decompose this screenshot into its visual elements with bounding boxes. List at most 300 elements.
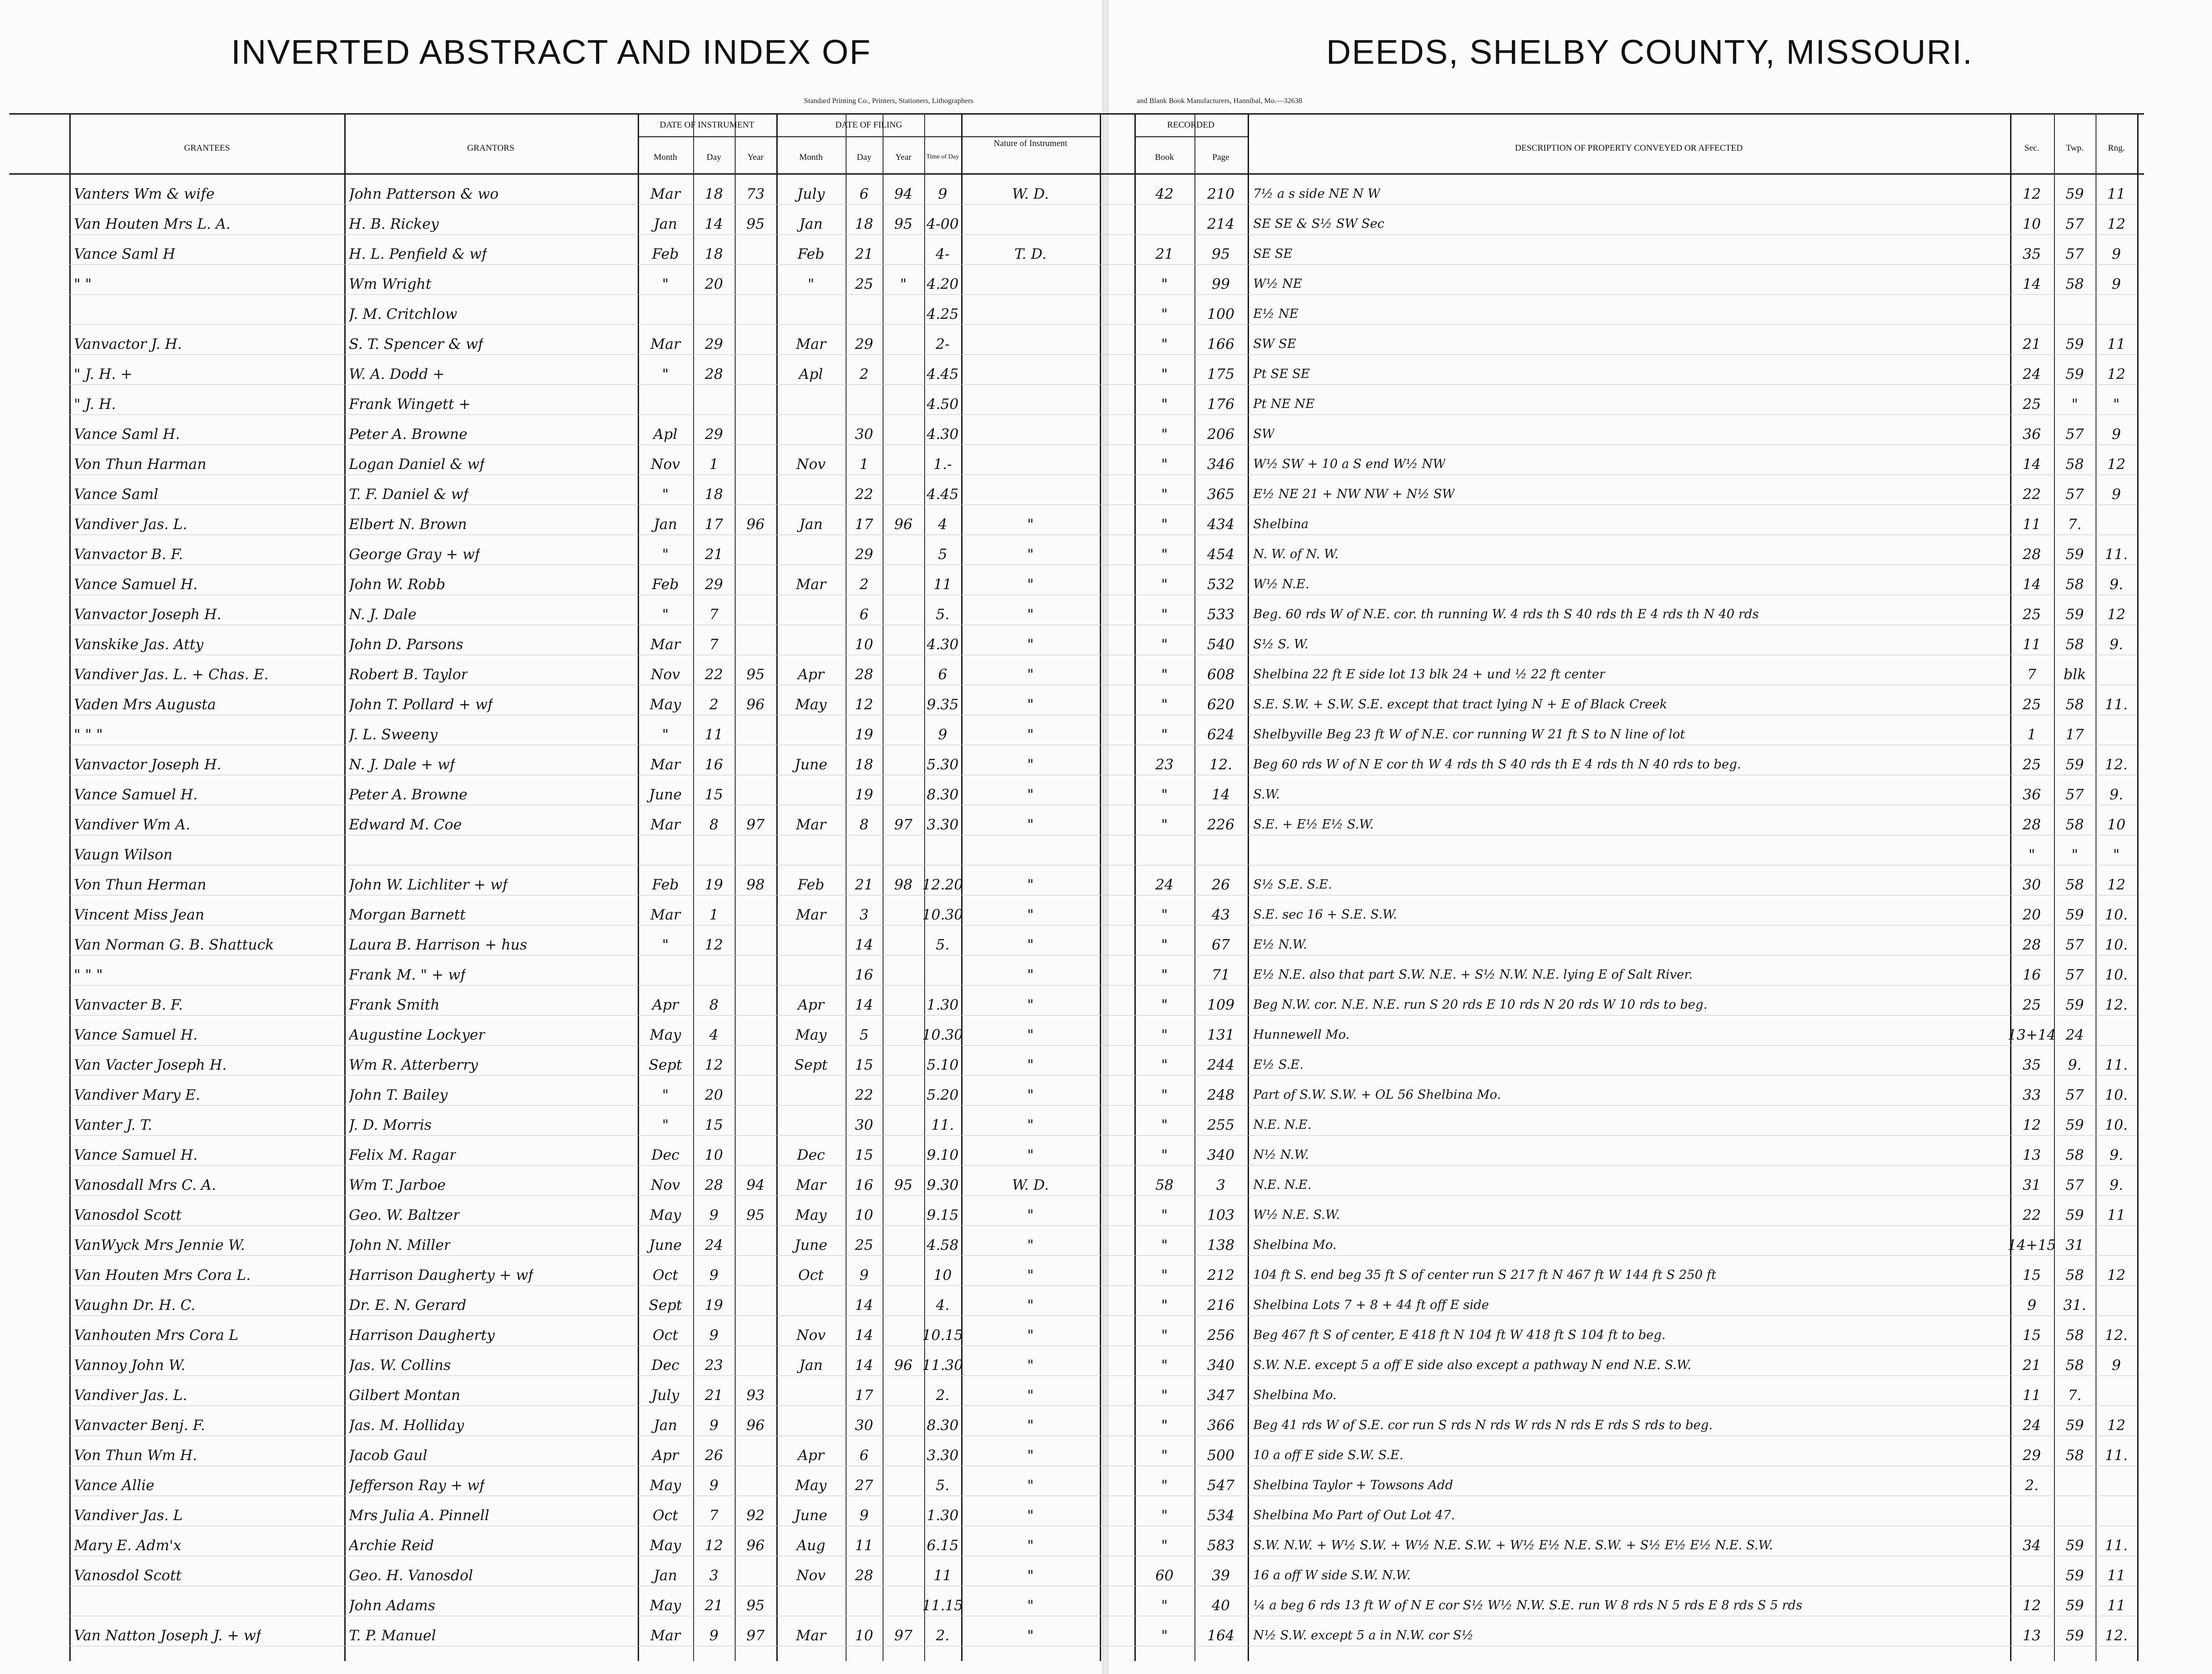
entry-grantor: Dr. E. N. Gerard xyxy=(349,1297,467,1314)
col-date-instrument: DATE OF INSTRUMENT xyxy=(659,120,755,130)
entry-nat: " xyxy=(1027,816,1034,833)
entry-fy: 98 xyxy=(894,877,913,893)
entry-grantee: " J. H. + xyxy=(74,366,133,383)
entry-im: Nov xyxy=(651,666,680,683)
entry-fm: June xyxy=(794,1237,828,1254)
entry-ft: 5.30 xyxy=(926,756,959,773)
row-rule xyxy=(69,204,2137,205)
entry-pg: 340 xyxy=(1207,1357,1235,1374)
entry-bk: " xyxy=(1161,516,1168,533)
rule xyxy=(883,113,884,1661)
entry-pg: 500 xyxy=(1207,1447,1235,1464)
entry-fm: July xyxy=(797,186,825,202)
entry-grantor: Archie Reid xyxy=(349,1537,434,1554)
entry-sec: 14+15 xyxy=(2007,1237,2056,1254)
entry-rng: 9 xyxy=(2112,486,2121,503)
book-gutter xyxy=(1102,0,1109,1674)
entry-sec: 14 xyxy=(2023,276,2041,292)
entry-grantor: N. J. Dale xyxy=(349,606,417,623)
entry-ft: 3.30 xyxy=(926,1447,959,1464)
entry-bk: " xyxy=(1161,997,1168,1013)
entry-id: 29 xyxy=(705,426,723,443)
entry-grantee: Vaugn Wilson xyxy=(74,846,173,863)
entry-ft: 4 xyxy=(938,516,947,533)
rule xyxy=(776,113,778,1661)
entry-fy: 97 xyxy=(894,1627,913,1644)
entry-rng: 10 xyxy=(2107,816,2126,833)
entry-ft: 5 xyxy=(938,546,947,563)
entry-im: " xyxy=(662,366,669,383)
entry-grantee: Vance Saml xyxy=(74,486,158,503)
entry-twp: 7. xyxy=(2068,1387,2082,1404)
entry-pg: 138 xyxy=(1207,1237,1235,1254)
entry-nat: " xyxy=(1027,1117,1034,1133)
entry-rng: 12 xyxy=(2107,1417,2126,1434)
entry-grantor: H. B. Rickey xyxy=(349,216,439,232)
entry-desc: SW xyxy=(1253,427,1275,441)
rule xyxy=(344,113,346,1661)
col-inst-month: Month xyxy=(653,152,677,162)
entry-bk: " xyxy=(1161,1117,1168,1133)
entry-twp: 57 xyxy=(2066,486,2084,503)
entry-im: " xyxy=(662,546,669,563)
entry-rng: 9. xyxy=(2109,1177,2123,1193)
row-rule xyxy=(69,1285,2137,1286)
col-inst-day: Day xyxy=(707,152,721,162)
col-time-of-day: Time of Day xyxy=(926,153,959,160)
entry-nat: " xyxy=(1027,1027,1034,1043)
rule xyxy=(846,113,847,1661)
entry-fd: 29 xyxy=(855,546,873,563)
entry-fd: 28 xyxy=(855,666,873,683)
entry-sec: 21 xyxy=(2023,336,2041,353)
entry-nat: " xyxy=(1027,1627,1034,1644)
entry-pg: 175 xyxy=(1207,366,1235,383)
entry-fy: 96 xyxy=(894,1357,913,1374)
entry-nat: " xyxy=(1027,606,1034,623)
entry-im: Feb xyxy=(652,576,679,593)
entry-grantor: H. L. Penfield & wf xyxy=(349,246,487,262)
entry-nat: " xyxy=(1027,1357,1034,1374)
entry-sec: 13+14 xyxy=(2007,1027,2056,1043)
entry-im: " xyxy=(662,276,669,292)
entry-rng: 11 xyxy=(2107,1597,2126,1614)
entry-fm: Mar xyxy=(796,1627,826,1644)
entry-nat: " xyxy=(1027,786,1034,803)
entry-bk: " xyxy=(1161,1057,1168,1073)
entry-rng: 11 xyxy=(2107,336,2126,353)
entry-ft: 9.30 xyxy=(926,1177,959,1193)
entry-ft: 11 xyxy=(933,576,952,593)
entry-grantor: Laura B. Harrison + hus xyxy=(349,937,527,953)
entry-ft: 5.10 xyxy=(926,1057,959,1073)
row-rule xyxy=(69,955,2137,956)
entry-im: Nov xyxy=(651,456,680,473)
entry-grantee: Mary E. Adm'x xyxy=(74,1537,182,1554)
entry-desc: W½ N.E. S.W. xyxy=(1253,1208,1340,1222)
entry-sec: 35 xyxy=(2023,246,2041,262)
entry-ft: 6.15 xyxy=(926,1537,959,1554)
entry-grantee: Van Norman G. B. Shattuck xyxy=(74,937,274,953)
entry-ft: 5. xyxy=(936,1477,950,1494)
entry-grantor: John N. Miller xyxy=(349,1237,451,1254)
entry-grantee: " J. H. xyxy=(74,396,116,413)
entry-twp: 31. xyxy=(2063,1297,2086,1314)
entry-twp: 59 xyxy=(2066,1627,2084,1644)
entry-grantor: Peter A. Browne xyxy=(349,786,468,803)
entry-grantor: Harrison Daugherty xyxy=(349,1327,495,1344)
entry-ft: 10.30 xyxy=(922,907,963,923)
entry-fd: 19 xyxy=(855,786,873,803)
entry-sec: 25 xyxy=(2023,997,2041,1013)
entry-grantee: Vance Saml H. xyxy=(74,426,180,443)
entry-id: 18 xyxy=(705,186,723,202)
entry-id: 18 xyxy=(705,246,723,262)
entry-twp: 59 xyxy=(2066,1117,2084,1133)
entry-id: 16 xyxy=(705,756,723,773)
entry-desc: SE SE xyxy=(1253,247,1292,261)
row-rule xyxy=(69,444,2137,445)
entry-fm: Nov xyxy=(796,1567,826,1584)
entry-twp: 31 xyxy=(2066,1237,2084,1254)
entry-rng: 11. xyxy=(2105,1447,2128,1464)
entry-grantee: Vaden Mrs Augusta xyxy=(74,696,216,713)
entry-desc: Beg. 60 rds W of N.E. cor. th running W. 4 rds th S 40 rds th E 4 rds th N 40 rds xyxy=(1253,607,1759,621)
entry-fd: 18 xyxy=(855,216,873,232)
entry-desc: Beg 60 rds W of N E cor th W 4 rds th S 40 rds th E 4 rds th N 40 rds to beg. xyxy=(1253,757,1741,772)
entry-pg: 434 xyxy=(1207,516,1235,533)
entry-nat: " xyxy=(1027,937,1034,953)
entry-fd: 25 xyxy=(855,276,873,292)
entry-fd: 9 xyxy=(859,1267,869,1284)
entry-grantor: T. F. Daniel & wf xyxy=(349,486,469,503)
entry-fd: 6 xyxy=(859,606,869,623)
entry-grantor: Jacob Gaul xyxy=(349,1447,427,1464)
entry-fm: Jan xyxy=(799,216,823,232)
entry-im: Mar xyxy=(650,1627,681,1644)
entry-grantor: Robert B. Taylor xyxy=(349,666,468,683)
entry-grantee: Von Thun Wm H. xyxy=(74,1447,197,1464)
col-twp: Twp. xyxy=(2066,143,2084,153)
entry-pg: 166 xyxy=(1207,336,1235,353)
recorded-subheader-rule xyxy=(1134,136,1248,137)
entry-ft: 4-00 xyxy=(926,216,959,232)
entry-sec: 36 xyxy=(2023,426,2041,443)
entry-pg: 14 xyxy=(1212,786,1230,803)
entry-bk: " xyxy=(1161,1147,1168,1163)
row-rule xyxy=(69,1315,2137,1316)
entry-twp: 59 xyxy=(2066,1537,2084,1554)
entry-sec: 35 xyxy=(2023,1057,2041,1073)
entry-fy: 95 xyxy=(894,216,913,232)
entry-id: 9 xyxy=(709,1417,719,1434)
entry-sec: 11 xyxy=(2023,636,2041,653)
entry-im: Mar xyxy=(650,186,681,202)
entry-sec: 21 xyxy=(2023,1357,2041,1374)
entry-fd: 30 xyxy=(855,426,873,443)
entry-iy: 95 xyxy=(746,666,765,683)
entry-pg: 206 xyxy=(1207,426,1235,443)
entry-pg: 532 xyxy=(1207,576,1235,593)
entry-rng: 9 xyxy=(2112,246,2121,262)
entry-desc: Pt NE NE xyxy=(1253,397,1315,411)
col-file-year: Year xyxy=(895,152,912,162)
entry-iy: 96 xyxy=(746,516,765,533)
entry-fm: Apl xyxy=(798,366,823,383)
entry-iy: 96 xyxy=(746,1537,765,1554)
entry-grantor: Frank Smith xyxy=(349,997,440,1013)
entry-desc: S.E. + E½ E½ S.W. xyxy=(1253,817,1374,832)
entry-iy: 95 xyxy=(746,1597,765,1614)
entry-ft: 11.30 xyxy=(922,1357,963,1374)
entry-ft: 4.20 xyxy=(926,276,959,292)
entry-sec: 15 xyxy=(2023,1267,2041,1284)
entry-desc: S.W. N.E. except 5 a off E side also except a pathway N end N.E. S.W. xyxy=(1253,1358,1692,1372)
entry-grantee: Vaughn Dr. H. C. xyxy=(74,1297,195,1314)
rule xyxy=(2137,113,2139,1661)
entry-pg: 109 xyxy=(1207,997,1235,1013)
entry-pg: 226 xyxy=(1207,816,1235,833)
entry-nat: " xyxy=(1027,1267,1034,1284)
entry-pg: 103 xyxy=(1207,1207,1235,1224)
entry-rng: 10. xyxy=(2105,967,2128,983)
entry-nat: " xyxy=(1027,1147,1034,1163)
entry-sec: 22 xyxy=(2023,486,2041,503)
entry-im: Mar xyxy=(650,756,681,773)
entry-grantee: Vanskike Jas. Atty xyxy=(74,636,204,653)
rule xyxy=(638,113,639,1661)
entry-pg: 216 xyxy=(1207,1297,1235,1314)
entry-id: 23 xyxy=(705,1357,723,1374)
entry-sec: 12 xyxy=(2023,186,2041,202)
entry-pg: 210 xyxy=(1207,186,1235,202)
entry-sec: 15 xyxy=(2023,1327,2041,1344)
entry-rng: 12. xyxy=(2105,756,2128,773)
entry-grantor: Peter A. Browne xyxy=(349,426,468,443)
entry-pg: 256 xyxy=(1207,1327,1235,1344)
entry-bk: " xyxy=(1161,1237,1168,1254)
entry-grantee: Vanosdol Scott xyxy=(74,1207,182,1224)
entry-grantee: Van Vacter Joseph H. xyxy=(74,1057,227,1073)
entry-twp: 57 xyxy=(2066,937,2084,953)
entry-nat: " xyxy=(1027,1207,1034,1224)
entry-id: 7 xyxy=(709,606,719,623)
entry-im: Dec xyxy=(651,1147,680,1163)
left-page-title: INVERTED ABSTRACT AND INDEX OF xyxy=(231,33,871,71)
entry-fy: " xyxy=(900,276,907,292)
entry-desc: N.E. N.E. xyxy=(1253,1178,1312,1192)
entry-ft: 2. xyxy=(936,1387,950,1404)
entry-pg: 255 xyxy=(1207,1117,1235,1133)
entry-grantor: Harrison Daugherty + wf xyxy=(349,1267,534,1284)
entry-iy: 92 xyxy=(746,1507,765,1524)
entry-nat: " xyxy=(1027,1447,1034,1464)
entry-sec: 13 xyxy=(2023,1627,2041,1644)
entry-rng: 12. xyxy=(2105,997,2128,1013)
entry-bk: " xyxy=(1161,396,1168,413)
entry-grantee: Vanvactor B. F. xyxy=(74,546,183,563)
entry-nat: " xyxy=(1027,756,1034,773)
entry-ft: 4.45 xyxy=(926,486,959,503)
entry-id: 28 xyxy=(705,366,723,383)
entry-fy: 96 xyxy=(894,516,913,533)
entry-desc: E½ N.W. xyxy=(1253,937,1307,952)
entry-id: 9 xyxy=(709,1207,719,1224)
entry-grantee: Van Houten Mrs Cora L. xyxy=(74,1267,251,1284)
entry-grantor: T. P. Manuel xyxy=(349,1627,436,1644)
entry-id: 11 xyxy=(705,726,723,743)
entry-twp: 57 xyxy=(2066,1087,2084,1103)
entry-fd: 3 xyxy=(859,907,869,923)
entry-rng: 9. xyxy=(2109,636,2123,653)
entry-ft: 1.30 xyxy=(926,997,959,1013)
entry-rng: 11. xyxy=(2105,1057,2128,1073)
entry-fm: Mar xyxy=(796,907,826,923)
row-rule xyxy=(69,1015,2137,1016)
entry-bk: " xyxy=(1161,1327,1168,1344)
entry-rng: 11. xyxy=(2105,1537,2128,1554)
entry-sec: 28 xyxy=(2023,546,2041,563)
entry-iy: 95 xyxy=(746,216,765,232)
entry-desc: Pt SE SE xyxy=(1253,367,1310,381)
entry-id: 14 xyxy=(705,216,723,232)
entry-id: 7 xyxy=(709,1507,719,1524)
entry-bk: " xyxy=(1161,937,1168,953)
entry-desc: Beg N.W. cor. N.E. N.E. run S 20 rds E 10 rds N 20 rds W 10 rds to beg. xyxy=(1253,998,1707,1012)
entry-iy: 95 xyxy=(746,1207,765,1224)
entry-grantor: J. L. Sweeny xyxy=(349,726,438,743)
entry-id: 9 xyxy=(709,1627,719,1644)
entry-bk: " xyxy=(1161,1597,1168,1614)
entry-fm: Apr xyxy=(798,666,824,683)
col-book: Book xyxy=(1155,152,1174,162)
entry-grantee: Vanvactor J. H. xyxy=(74,336,182,353)
entry-fd: 14 xyxy=(855,1327,873,1344)
entry-im: Sept xyxy=(649,1057,682,1073)
entry-twp: " xyxy=(2071,396,2078,413)
entry-nat: " xyxy=(1027,1417,1034,1434)
entry-nat: " xyxy=(1027,696,1034,713)
entry-fm: Apr xyxy=(798,1447,824,1464)
entry-rng: 10. xyxy=(2105,1117,2128,1133)
entry-bk: " xyxy=(1161,276,1168,292)
col-recorded: RECORDED xyxy=(1167,120,1215,130)
row-rule xyxy=(69,1345,2137,1346)
entry-sec: 16 xyxy=(2023,967,2041,983)
entry-fd: 30 xyxy=(855,1417,873,1434)
entry-grantee: Von Thun Herman xyxy=(74,877,207,893)
entry-bk: 23 xyxy=(1155,756,1174,773)
row-rule xyxy=(69,264,2137,265)
entry-fd: 29 xyxy=(855,336,873,353)
entry-sec: 11 xyxy=(2023,1387,2041,1404)
entry-bk: " xyxy=(1161,1267,1168,1284)
entry-nat: " xyxy=(1027,1507,1034,1524)
entry-bk: 24 xyxy=(1155,877,1174,893)
entry-rng: 9. xyxy=(2109,786,2123,803)
entry-id: 12 xyxy=(705,1537,723,1554)
row-rule xyxy=(69,1225,2137,1226)
rule xyxy=(1100,113,1101,1661)
entry-sec: 1 xyxy=(2027,726,2036,743)
entry-twp: 58 xyxy=(2066,456,2084,473)
entry-fd: 17 xyxy=(855,516,873,533)
entry-ft: 4.25 xyxy=(926,306,959,323)
entry-bk: " xyxy=(1161,696,1168,713)
entry-grantor: S. T. Spencer & wf xyxy=(349,336,483,353)
entry-twp: 59 xyxy=(2066,1597,2084,1614)
entry-fd: 21 xyxy=(855,246,873,262)
entry-ft: 9.15 xyxy=(926,1207,959,1224)
entry-nat: " xyxy=(1027,997,1034,1013)
rule xyxy=(1194,113,1195,1661)
entry-id: 21 xyxy=(705,1597,723,1614)
entry-grantee: Vandiver Jas. L. xyxy=(74,1387,188,1404)
entry-im: " xyxy=(662,937,669,953)
entry-grantor: Geo. H. Vanosdol xyxy=(349,1567,473,1584)
entry-grantor: Morgan Barnett xyxy=(349,907,466,923)
entry-bk: " xyxy=(1161,1447,1168,1464)
entry-sec: 22 xyxy=(2023,1207,2041,1224)
entry-bk: " xyxy=(1161,1537,1168,1554)
left-imprint: Standard Printing Co., Printers, Stationers, Lithographers xyxy=(804,97,974,105)
entry-fd: 16 xyxy=(855,967,873,983)
entry-id: 15 xyxy=(705,786,723,803)
entry-im: Feb xyxy=(652,246,679,262)
entry-twp: 17 xyxy=(2066,726,2084,743)
entry-fy: 97 xyxy=(894,816,913,833)
entry-rng: 12 xyxy=(2107,456,2126,473)
entry-twp: 59 xyxy=(2066,186,2084,202)
entry-pg: 95 xyxy=(1212,246,1230,262)
entry-grantor: N. J. Dale + wf xyxy=(349,756,455,773)
entry-desc: 104 ft S. end beg 35 ft S of center run S 217 ft N 467 ft W 144 ft S 250 ft xyxy=(1253,1268,1717,1282)
entry-im: Apr xyxy=(652,997,679,1013)
entry-id: 28 xyxy=(705,1177,723,1193)
entry-grantee: Vanter J. T. xyxy=(74,1117,152,1133)
row-rule xyxy=(69,1045,2137,1046)
entry-grantor: John W. Lichliter + wf xyxy=(349,877,508,893)
entry-fm: May xyxy=(795,1477,827,1494)
entry-ft: 4. xyxy=(936,1297,950,1314)
entry-im: Mar xyxy=(650,907,681,923)
entry-rng: 12 xyxy=(2107,366,2126,383)
entry-nat: W. D. xyxy=(1012,1177,1049,1193)
entry-grantor: Wm Wright xyxy=(349,276,432,292)
entry-desc: Beg 41 rds W of S.E. cor run S rds N rds W rds N rds E rds S rds to beg. xyxy=(1253,1418,1713,1432)
entry-fd: 17 xyxy=(855,1387,873,1404)
entry-grantor: Jas. W. Collins xyxy=(349,1357,451,1374)
entry-grantee: Vanvacter Benj. F. xyxy=(74,1417,205,1434)
entry-iy: 73 xyxy=(746,186,765,202)
entry-fd: 6 xyxy=(859,1447,869,1464)
entry-pg: 12. xyxy=(1209,756,1232,773)
col-grantors: GRANTORS xyxy=(467,143,515,153)
entry-twp: 59 xyxy=(2066,1567,2084,1584)
entry-desc: Shelbina Mo. xyxy=(1253,1388,1337,1402)
entry-sec: 25 xyxy=(2023,756,2041,773)
entry-bk: " xyxy=(1161,366,1168,383)
entry-desc: N.E. N.E. xyxy=(1253,1118,1312,1132)
entry-im: " xyxy=(662,606,669,623)
entry-fd: 14 xyxy=(855,937,873,953)
entry-id: 17 xyxy=(705,516,723,533)
entry-desc: SW SE xyxy=(1253,337,1297,351)
entry-grantor: Edward M. Coe xyxy=(349,816,462,833)
entry-ft: 12.20 xyxy=(922,877,963,893)
entry-bk: " xyxy=(1161,336,1168,353)
entry-twp: 59 xyxy=(2066,1207,2084,1224)
